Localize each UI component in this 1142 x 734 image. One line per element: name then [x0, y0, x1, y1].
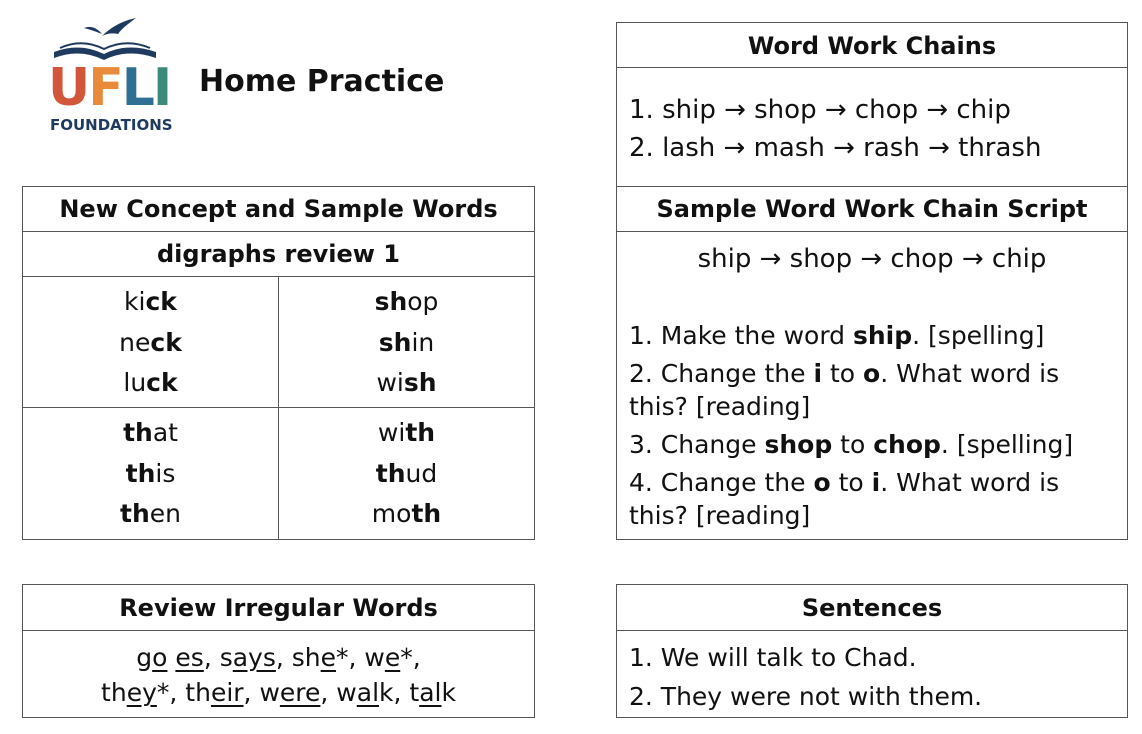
word-part: sh	[378, 327, 412, 357]
irregular-part: *,	[400, 643, 421, 672]
sample-word	[279, 282, 534, 323]
step-part: . What word is this? [reading]	[629, 359, 1060, 421]
word-part: th	[120, 499, 150, 528]
new-concept-table	[22, 186, 535, 540]
irregular-part: *, w	[336, 643, 385, 672]
word-group-1-left	[23, 282, 278, 404]
sample-word	[23, 413, 278, 454]
new-concept-header: New Concept and Sample Words	[59, 195, 498, 223]
word-group-2-right	[279, 413, 534, 535]
step-part: . What word is this? [reading]	[629, 468, 1060, 530]
concept-subheader: digraphs review 1	[156, 240, 400, 268]
word-part: op	[407, 287, 439, 316]
irregular-part: *, th	[156, 678, 211, 707]
sample-word	[279, 363, 534, 404]
irregular-part: , w	[320, 678, 357, 707]
irregular-part: e	[305, 678, 321, 707]
sentences-header: Sentences	[801, 594, 943, 622]
irregular-part: ays	[232, 643, 276, 672]
irregular-part: er	[279, 678, 306, 707]
irregular-part: , s	[203, 643, 233, 672]
step-part: chop	[873, 430, 941, 459]
chain-item-2: 2. lash → mash → rash → thrash	[629, 133, 1042, 163]
step-part: to	[832, 430, 874, 459]
word-part: wi	[376, 368, 404, 397]
logo-letter-f: F	[88, 58, 122, 118]
script-step	[629, 466, 1117, 532]
word-part: th	[123, 418, 153, 447]
irregular-part: es	[175, 643, 204, 672]
irregular-part: eir	[210, 678, 244, 707]
sample-word	[23, 282, 278, 323]
sample-word	[279, 323, 534, 364]
step-part: . [spelling]	[912, 321, 1045, 350]
step-part: to	[830, 468, 872, 497]
word-part: th	[405, 418, 436, 447]
step-part: shop	[764, 430, 833, 459]
word-part: in	[411, 327, 435, 357]
irregular-part: ey	[126, 678, 157, 707]
irregular-part: , sh	[275, 643, 321, 672]
step-part: 2. Change the	[629, 359, 814, 388]
word-part: ki	[124, 287, 146, 316]
sample-word	[23, 323, 278, 364]
irregular-part: k, t	[379, 678, 420, 707]
sentence-2: 2. They were not with them.	[629, 682, 983, 711]
word-part: ck	[150, 327, 182, 357]
step-part: 1. Make the word	[629, 321, 853, 350]
irregular-words-box	[22, 584, 535, 718]
word-work-chains-box	[616, 22, 1128, 540]
irregular-part: e	[384, 643, 401, 672]
sample-word	[23, 454, 278, 495]
word-part: ne	[119, 327, 151, 357]
script-step	[629, 319, 1117, 352]
script-chain: ship → shop → chop → chip	[697, 244, 1047, 274]
word-part: is	[155, 458, 176, 488]
irregular-words-header: Review Irregular Words	[119, 594, 438, 622]
word-part: th	[125, 458, 156, 488]
word-group-2-left	[23, 413, 278, 535]
word-part: th	[375, 458, 406, 488]
sentences-box	[616, 584, 1128, 718]
chain-item-1: 1. ship → shop → chop → chip	[629, 95, 1011, 125]
irregular-part: k	[441, 678, 456, 707]
word-part: ud	[405, 458, 438, 488]
word-part: mo	[371, 499, 412, 528]
step-part: 3. Change	[629, 430, 765, 459]
step-part: o	[813, 468, 831, 497]
irregular-words-line	[23, 640, 534, 675]
step-part: 4. Change the	[629, 468, 814, 497]
sample-word	[279, 454, 534, 495]
irregular-part: g	[136, 643, 153, 672]
logo-letter-l: L	[121, 58, 153, 118]
word-part: sh	[374, 287, 408, 316]
logo-letter-i: I	[152, 58, 171, 118]
irregular-part: o	[152, 643, 168, 672]
sentence-1: 1. We will talk to Chad.	[629, 643, 917, 672]
word-part: sh	[403, 368, 437, 397]
chain-script-header: Sample Word Work Chain Script	[656, 195, 1088, 223]
step-part: . [spelling]	[940, 430, 1074, 459]
word-work-chains-header: Word Work Chains	[747, 32, 997, 60]
irregular-part: , w	[243, 678, 280, 707]
irregular-words-list	[23, 640, 534, 710]
logo-subtitle: FOUNDATIONS	[50, 116, 173, 134]
script-step	[629, 428, 1117, 461]
irregular-part: al	[356, 678, 380, 707]
step-part: ship	[852, 321, 913, 350]
step-part: i	[871, 468, 881, 497]
word-part: en	[149, 499, 181, 528]
ufli-logo	[46, 14, 173, 138]
word-part: ck	[146, 368, 178, 397]
word-group-1-right	[279, 282, 534, 404]
script-steps	[629, 319, 1117, 537]
sample-word	[23, 363, 278, 404]
logo-letter-u: U	[48, 58, 89, 118]
irregular-part: al	[419, 678, 442, 707]
sample-word	[23, 494, 278, 535]
script-step	[629, 357, 1117, 423]
word-part: ck	[145, 287, 177, 316]
page-title: Home Practice	[199, 64, 445, 99]
word-part: th	[411, 499, 442, 528]
word-part: wi	[377, 418, 406, 447]
word-part: lu	[123, 368, 147, 397]
step-part: o	[863, 359, 881, 388]
word-part: at	[152, 418, 178, 447]
irregular-part: e	[320, 643, 337, 672]
sample-word	[279, 413, 534, 454]
irregular-words-line	[23, 675, 534, 710]
step-part: i	[813, 359, 823, 388]
irregular-part: th	[101, 678, 127, 707]
step-part: to	[822, 359, 864, 388]
sample-word	[279, 494, 534, 535]
